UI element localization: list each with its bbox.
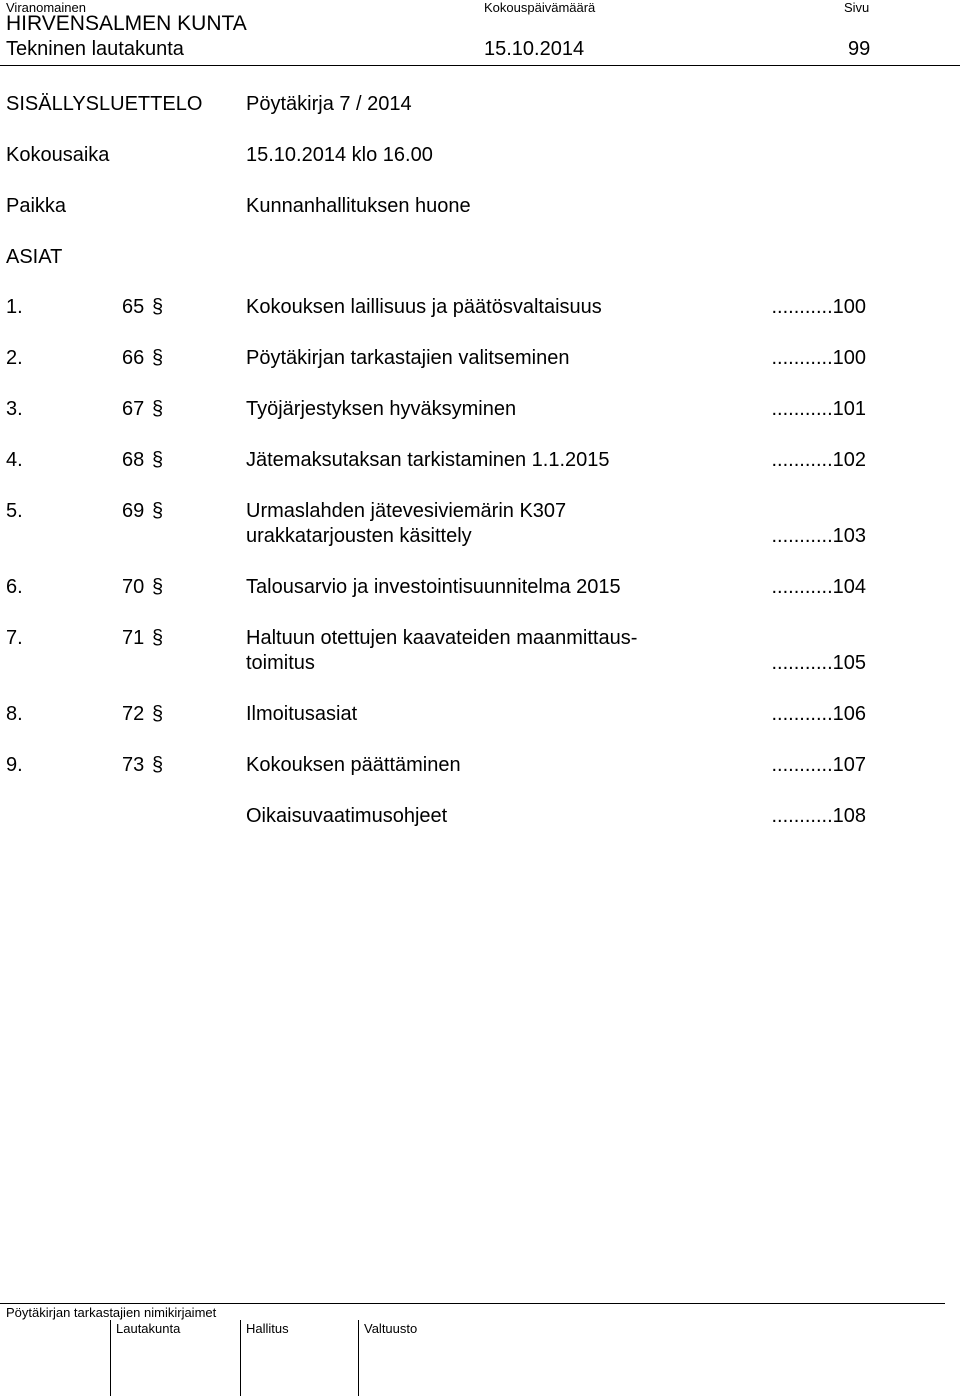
section-number: 66 — [122, 347, 145, 369]
section-number: 69 — [122, 500, 145, 522]
item-number: 2. — [6, 347, 23, 369]
item-title-continued: toimitus — [246, 652, 315, 674]
footer-col-committee: Lautakunta — [116, 1321, 181, 1336]
page-label: Sivu — [844, 0, 870, 15]
section-number: 73 — [122, 754, 145, 776]
footer-column-divider — [358, 1320, 359, 1396]
toc-item — [0, 627, 960, 679]
page-reference: ...........102 — [771, 449, 866, 471]
item-number: 8. — [6, 703, 23, 725]
page-reference: ...........100 — [771, 347, 866, 369]
item-number: 9. — [6, 754, 23, 776]
items-heading: ASIAT — [6, 246, 63, 268]
item-title: Pöytäkirjan tarkastajien valitseminen — [246, 347, 570, 369]
footer-col-board: Hallitus — [246, 1321, 289, 1336]
footer-divider — [0, 1303, 945, 1304]
meeting-time-value: 15.10.2014 klo 16.00 — [246, 144, 433, 166]
section-symbol: § — [152, 347, 164, 369]
authority-label: Viranomainen — [6, 0, 86, 15]
item-title: Urmaslahden jätevesiviemärin K307 — [246, 500, 567, 522]
footer-col-council: Valtuusto — [364, 1321, 418, 1336]
item-number: 1. — [6, 296, 23, 318]
minutes-number: Pöytäkirja 7 / 2014 — [246, 93, 412, 115]
item-title-continued: urakkatarjousten käsittely — [246, 525, 472, 547]
toc-item — [0, 398, 960, 424]
toc-item — [0, 296, 960, 322]
item-number: 6. — [6, 576, 23, 598]
item-title: Kokouksen laillisuus ja päätösvaltaisuus — [246, 296, 602, 318]
item-title: Haltuun otettujen kaavateiden maanmittaus- — [246, 627, 638, 649]
section-symbol: § — [152, 576, 164, 598]
section-symbol: § — [152, 398, 164, 420]
page-reference: ...........101 — [771, 398, 866, 420]
page-reference: ...........104 — [771, 576, 866, 598]
item-number: 7. — [6, 627, 23, 649]
page-reference: ...........100 — [771, 296, 866, 318]
page-reference: ...........106 — [771, 703, 866, 725]
item-title: Kokouksen päättäminen — [246, 754, 461, 776]
item-number: 4. — [6, 449, 23, 471]
section-number: 68 — [122, 449, 145, 471]
section-number: 71 — [122, 627, 145, 649]
section-symbol: § — [152, 703, 164, 725]
organization-name: HIRVENSALMEN KUNTA — [6, 12, 247, 35]
section-symbol: § — [152, 500, 164, 522]
meeting-time-label: Kokousaika — [6, 144, 110, 166]
toc-item — [0, 576, 960, 602]
item-number: 5. — [6, 500, 23, 522]
meeting-date-label: Kokouspäivämäärä — [484, 0, 596, 15]
item-title: Jätemaksutaksan tarkistaminen 1.1.2015 — [246, 449, 610, 471]
toc-item — [0, 449, 960, 475]
page-reference: ...........105 — [771, 652, 866, 674]
committee-name: Tekninen lautakunta — [6, 38, 184, 60]
page-reference: ...........108 — [771, 805, 866, 827]
section-number: 72 — [122, 703, 145, 725]
item-number: 3. — [6, 398, 23, 420]
item-title: Ilmoitusasiat — [246, 703, 358, 725]
section-number: 67 — [122, 398, 145, 420]
page-number: 99 — [848, 38, 871, 60]
item-title: Työjärjestyksen hyväksyminen — [246, 398, 517, 420]
toc-item — [0, 754, 960, 780]
section-symbol: § — [152, 296, 164, 318]
page-reference: ...........107 — [771, 754, 866, 776]
toc-item — [0, 703, 960, 729]
item-title: Oikaisuvaatimusohjeet — [246, 805, 448, 827]
footer-title: Pöytäkirjan tarkastajien nimikirjaimet — [6, 1305, 217, 1320]
toc-item — [0, 805, 960, 831]
header-divider — [0, 65, 960, 66]
meeting-place-label: Paikka — [6, 195, 67, 217]
footer-column-divider — [110, 1320, 111, 1396]
document-title: SISÄLLYSLUETTELO — [6, 93, 203, 115]
toc-item — [0, 347, 960, 373]
meeting-date: 15.10.2014 — [484, 38, 585, 60]
section-number: 70 — [122, 576, 145, 598]
item-title: Talousarvio ja investointisuunnitelma 2015 — [246, 576, 621, 598]
section-number: 65 — [122, 296, 145, 318]
meeting-place-value: Kunnanhallituksen huone — [246, 195, 471, 217]
page-reference: ...........103 — [771, 525, 866, 547]
section-symbol: § — [152, 754, 164, 776]
footer-column-divider — [240, 1320, 241, 1396]
section-symbol: § — [152, 449, 164, 471]
section-symbol: § — [152, 627, 164, 649]
toc-item — [0, 500, 960, 552]
